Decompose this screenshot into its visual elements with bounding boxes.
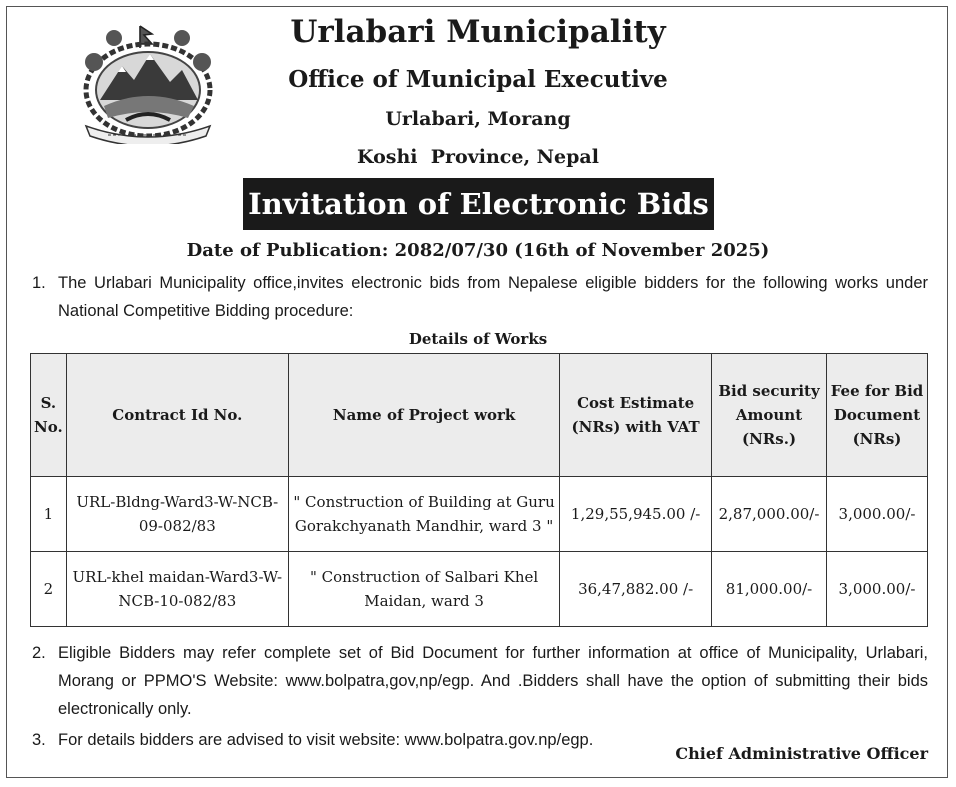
works-table	[30, 353, 928, 627]
publication-date: Date of Publication: 2082/07/30 (16th of November 2025)	[186, 240, 770, 261]
intro-number: 1.	[32, 274, 46, 292]
header-contract-id: Contract Id No.	[66, 354, 288, 477]
table-header-row	[31, 354, 928, 477]
header-project-name: Name of Project work	[288, 354, 559, 477]
note-2-number: 2.	[32, 644, 46, 662]
cell-project-name: " Construction of Salbari Khel Maidan, ward 3	[288, 552, 559, 627]
signature-title: Chief Administrative Officer	[675, 744, 928, 763]
cell-project-name: " Construction of Building at Guru Gorakchyanath Mandhir, ward 3 "	[288, 477, 559, 552]
cell-bid-security: 81,000.00/-	[712, 552, 827, 627]
note-3-paragraph: For details bidders are advised to visit website: www.bolpatra.gov.np/egp.	[58, 731, 594, 749]
location: Urlabari, Morang	[385, 108, 571, 130]
notice-title-banner: Invitation of Electronic Bids	[243, 178, 714, 230]
table-row	[31, 477, 928, 552]
cell-bid-security: 2,87,000.00/-	[712, 477, 827, 552]
cell-sn: 2	[31, 552, 67, 627]
note-3-number: 3.	[32, 731, 46, 749]
header-cost-estimate: Cost Estimate (NRs) with VAT	[560, 354, 712, 477]
cell-cost-estimate: 1,29,55,945.00 /-	[560, 477, 712, 552]
office-name: Office of Municipal Executive	[288, 66, 668, 93]
header-bid-security: Bid security Amount (NRs.)	[712, 354, 827, 477]
cell-sn: 1	[31, 477, 67, 552]
municipality-name: Urlabari Municipality	[290, 14, 666, 50]
nepal-emblem-icon	[78, 22, 218, 144]
cell-bid-fee: 3,000.00/-	[827, 477, 928, 552]
note-2-paragraph: Eligible Bidders may refer complete set of Bid Document for further information at office of Municipality, Urlabari, Morang or PPMO'S Website: www.bolpatra,gov,np/egp. And .Bidders shall have the option of submitting their bids electronically only.	[58, 644, 928, 718]
intro-paragraph: The Urlabari Municipality office,invites electronic bids from Nepalese eligible bidders for the following works under National Competitive Bidding procedure:	[58, 274, 928, 320]
header-bid-fee: Fee for Bid Document (NRs)	[827, 354, 928, 477]
cell-contract-id: URL-Bldng-Ward3-W-NCB-09-082/83	[66, 477, 288, 552]
province: Koshi Province, Nepal	[357, 146, 599, 168]
details-of-works-title: Details of Works	[408, 330, 548, 348]
table-row	[31, 552, 928, 627]
cell-cost-estimate: 36,47,882.00 /-	[560, 552, 712, 627]
header-sn: S. No.	[31, 354, 67, 477]
cell-bid-fee: 3,000.00/-	[827, 552, 928, 627]
cell-contract-id: URL-khel maidan-Ward3-W-NCB-10-082/83	[66, 552, 288, 627]
